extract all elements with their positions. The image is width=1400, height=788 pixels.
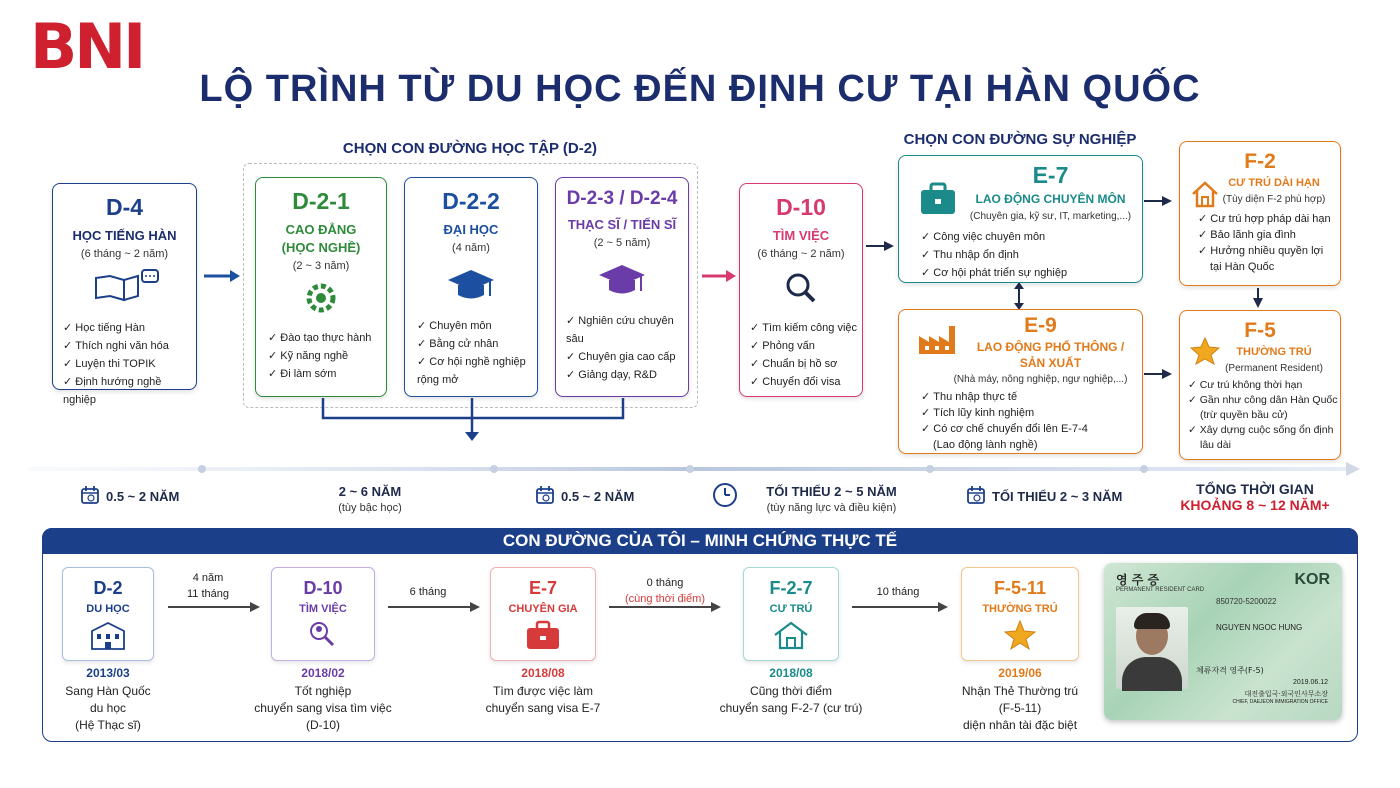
step-code: E-7: [528, 578, 557, 598]
d234-list: [566, 312, 688, 384]
list-item: ✓ Cơ hội nghề nghiệp rộng mở: [417, 353, 537, 389]
d4-name: HỌC TIẾNG HÀN: [72, 228, 177, 243]
calendar-icon: [80, 485, 100, 505]
house-icon: [1190, 180, 1220, 208]
list-item: ✓ Xây dựng cuộc sống ổn định: [1188, 423, 1340, 438]
d22-duration: (4 năm): [452, 242, 490, 255]
list-item: ✓ Có cơ chế chuyển đổi lên E-7-4: [921, 421, 1142, 437]
arrow-down-icon: [1250, 286, 1266, 310]
list-item: ✓ Chuyên môn: [417, 317, 537, 335]
arrow-right-icon: [850, 600, 950, 614]
step-date: 2018/08: [769, 666, 813, 680]
d22-card: [404, 177, 538, 397]
f5-subtitle: (Permanent Resident): [1225, 363, 1323, 375]
graduation-cap-icon: [405, 268, 537, 309]
d234-card: [555, 177, 689, 397]
d21-duration: (2 ~ 3 năm): [292, 260, 350, 273]
list-item: ✓ Cư trú không thời hạn: [1188, 378, 1340, 393]
gap-line: 0 tháng: [646, 577, 684, 589]
card-name: NGUYEN NGOC HUNG: [1216, 623, 1303, 632]
clock-icon: [711, 481, 739, 509]
list-item: ✓ Tích lũy kinh nghiệm: [921, 405, 1142, 421]
f2-name: CƯ TRÚ DÀI HẠN: [1228, 177, 1320, 189]
step-desc-line: diện nhân tài đặc biệt: [962, 718, 1078, 732]
list-item: ✓ Công việc chuyên môn: [921, 228, 1142, 246]
e9-name-line2: SẢN XUẤT: [1019, 355, 1082, 370]
list-item: ✓ Phỏng vấn: [750, 337, 862, 355]
step-code: D-10: [303, 578, 343, 598]
total-time: [1170, 481, 1340, 513]
timeline-bar: [28, 460, 1368, 480]
d21-name-line1: CAO ĐẲNG: [285, 222, 357, 237]
d21-card: [255, 177, 387, 397]
card-number: 850720-5200022: [1216, 597, 1277, 606]
total-time-value: KHOẢNG 8 ~ 12 NĂM+: [1180, 497, 1330, 513]
e9-name-line1: LAO ĐỘNG PHỔ THÔNG /: [976, 340, 1125, 354]
residence-card-photo: [1104, 563, 1342, 720]
step-code: D-2: [93, 578, 123, 598]
list-item: ✓ Kỹ năng nghề: [268, 347, 386, 365]
step-name: CHUYÊN GIA: [508, 603, 578, 615]
d10-list: [750, 319, 862, 391]
list-item: ✓ Chuyên gia cao cấp: [566, 348, 688, 366]
f5-code: F-5: [1244, 319, 1276, 342]
list-item: ✓ Luyện thi TOPIK: [63, 355, 196, 373]
calendar-icon: [966, 485, 986, 505]
d22-list: [417, 317, 537, 389]
d4-list: [63, 319, 196, 409]
step-desc-line: (Hệ Thạc sĩ): [75, 718, 141, 732]
portrait-body: [1122, 657, 1182, 691]
briefcase-icon: [523, 619, 563, 651]
card-portrait: [1116, 607, 1188, 689]
list-item: ✓ Thu nhập ổn định: [921, 246, 1142, 264]
e9-subtitle: (Nhà máy, nông nghiệp, ngư nghiệp,...): [953, 374, 1128, 386]
d10-duration: (6 tháng ~ 2 năm): [757, 248, 845, 261]
step-description: [940, 683, 1100, 734]
timeline-label-2-main: 2 ~ 6 NĂM: [338, 484, 402, 499]
card-issuer-en: CHIEF, DAEJEON IMMIGRATION OFFICE: [1232, 699, 1328, 705]
step-desc-line: du học: [89, 701, 127, 715]
card-status: 체류자격 영주(F-5): [1196, 666, 1264, 675]
gap-label: 10 tháng: [876, 586, 920, 598]
my-step-e7: [490, 567, 596, 661]
arrow-right-icon: [607, 600, 723, 614]
step-name: CƯ TRÚ: [769, 603, 813, 615]
timeline-label-4: [744, 484, 919, 514]
gap-line: 11 tháng: [186, 588, 229, 600]
list-item: (Lao động lành nghề): [933, 439, 1038, 452]
list-item: (trừ quyền bầu cử): [1200, 409, 1288, 422]
card-subtitle: PERMANENT RESIDENT CARD: [1116, 587, 1205, 593]
timeline-label-2-sub: (tùy bậc học): [338, 502, 402, 514]
d234-code: D-2-3 / D-2-4: [566, 188, 678, 209]
magnifier-icon: [740, 270, 862, 311]
timeline-label-3: 0.5 ~ 2 NĂM: [561, 489, 635, 504]
d4-card: [52, 183, 197, 407]
arrow-right-icon: [1142, 193, 1174, 209]
step-description: [48, 683, 168, 734]
e7-name: LAO ĐỘNG CHUYÊN MÔN: [975, 192, 1126, 206]
list-item: ✓ Đào tạo thực hành: [268, 329, 386, 347]
career-path-title: CHỌN CON ĐƯỜNG SỰ NGHIỆP: [903, 131, 1137, 148]
e7-subtitle: (Chuyên gia, kỹ sư, IT, marketing,...): [969, 210, 1132, 222]
book-chat-icon: [53, 268, 196, 309]
d21-name-line2: (HỌC NGHỀ): [281, 240, 361, 256]
list-item: ✓ Bằng cử nhân: [417, 335, 537, 353]
e9-name: [959, 340, 1142, 371]
arrow-right-icon: [166, 600, 262, 614]
gap-label: [168, 570, 248, 602]
list-item: ✓ Chuẩn bị hồ sơ: [750, 355, 862, 373]
step-date: 2018/08: [521, 666, 565, 680]
list-item: ✓ Chuyển đổi visa: [750, 373, 862, 391]
card-issuer: 대전출입국·외국인사무소장: [1244, 690, 1328, 698]
list-item: ✓ Gần như công dân Hàn Quốc: [1188, 393, 1340, 408]
bni-logo: BNI: [30, 10, 144, 83]
e9-list: [921, 389, 1142, 453]
f5-name: THƯỜNG TRÚ: [1236, 346, 1312, 358]
list-item: tại Hàn Quốc: [1210, 261, 1275, 274]
d234-duration: (2 ~ 5 năm): [593, 237, 651, 250]
list-item: ✓ Cơ hội phát triển sự nghiệp: [921, 264, 1142, 282]
timeline-label-2: [290, 484, 450, 514]
e7-card: [898, 155, 1143, 283]
step-desc-line: (F-5-11): [998, 701, 1042, 715]
f2-code: F-2: [1244, 150, 1276, 173]
step-desc-line: (D-10): [305, 718, 340, 732]
gap-label: 6 tháng: [409, 586, 447, 598]
step-description: [701, 683, 881, 717]
gap-line: 4 năm: [192, 572, 224, 584]
d22-code: D-2-2: [442, 188, 500, 214]
arrow-right-icon: [386, 600, 482, 614]
d22-name: ĐẠI HỌC: [443, 222, 499, 237]
list-item: ✓ Tìm kiếm công việc: [750, 319, 862, 337]
d10-name: TÌM VIỆC: [772, 228, 830, 243]
factory-icon: [917, 322, 959, 356]
study-path-title: CHỌN CON ĐƯỜNG HỌC TẬP (D-2): [342, 140, 598, 157]
graduation-cap-icon: [556, 263, 688, 304]
gap-line: (cùng thời điểm): [625, 593, 705, 605]
e9-card: [898, 309, 1143, 454]
star-icon: [1190, 337, 1220, 365]
list-item: ✓ Học tiếng Hàn: [63, 319, 196, 337]
d21-name: [256, 221, 386, 257]
step-name: DU HỌC: [86, 603, 130, 615]
list-item: ✓ Cư trú hợp pháp dài hạn: [1198, 211, 1340, 227]
step-code: F-2-7: [769, 578, 813, 598]
double-arrow-icon: [1011, 281, 1027, 311]
timeline-label-1: 0.5 ~ 2 NĂM: [106, 489, 180, 504]
d10-code: D-10: [776, 194, 826, 220]
timeline-label-4-main: TỐI THIỂU 2 ~ 5 NĂM: [766, 484, 897, 499]
arrow-right-icon: [1142, 366, 1174, 382]
list-item: ✓ Bảo lãnh gia đình: [1198, 227, 1340, 243]
f2-list: [1198, 211, 1340, 275]
building-icon: [88, 619, 128, 651]
f2-card: [1179, 141, 1341, 286]
step-desc-line: chuyển sang visa E-7: [485, 701, 601, 715]
card-title: 영 주 증: [1116, 573, 1160, 587]
d4-code: D-4: [105, 194, 144, 220]
list-item: ✓ Đi làm sớm: [268, 365, 386, 383]
arrow-right-icon: [202, 268, 242, 284]
timeline-label-4-sub: (tùy năng lực và điều kiện): [766, 502, 897, 514]
step-desc-line: Sang Hàn Quốc: [65, 684, 151, 698]
my-path-title: CON ĐƯỜNG CỦA TÔI – MINH CHỨNG THỰC TẾ: [42, 528, 1358, 554]
list-item: ✓ Giảng dạy, R&D: [566, 366, 688, 384]
e9-code: E-9: [1024, 314, 1057, 337]
d10-card: [739, 183, 863, 397]
list-item: lâu dài: [1200, 439, 1231, 452]
my-step-d2: [62, 567, 154, 661]
f2-subtitle: (Tùy diện F-2 phù hợp): [1222, 194, 1326, 206]
d234-name: THẠC SĨ / TIẾN SĨ: [567, 217, 677, 232]
study-merge-connector: [310, 396, 640, 446]
list-item: ✓ Thích nghi văn hóa: [63, 337, 196, 355]
e7-code: E-7: [1032, 162, 1069, 188]
f5-list: [1188, 378, 1340, 453]
list-item: ✓ Hưởng nhiều quyền lợi: [1198, 243, 1340, 259]
step-desc-line: chuyển sang visa tìm việc: [254, 701, 392, 715]
step-name: THƯỜNG TRÚ: [982, 603, 1058, 615]
list-item: ✓ Thu nhập thực tế: [921, 389, 1142, 405]
my-step-f511: [961, 567, 1079, 661]
arrow-right-icon: [700, 268, 738, 284]
card-date: 2019.06.12: [1292, 679, 1328, 686]
step-description: [243, 683, 403, 734]
list-item: ✓ Định hướng nghề nghiệp: [63, 373, 196, 409]
portrait-hair: [1134, 613, 1170, 629]
step-desc-line: chuyển sang F-2-7 (cư trú): [719, 701, 863, 715]
d4-duration: (6 tháng ~ 2 năm): [80, 248, 169, 261]
step-desc-line: Nhận Thẻ Thường trú: [961, 684, 1079, 698]
f5-card: [1179, 310, 1341, 460]
step-desc-line: Tìm được việc làm: [493, 684, 593, 698]
step-desc-line: Cũng thời điểm: [750, 684, 832, 698]
step-description: [463, 683, 623, 717]
arrow-right-icon: [864, 238, 896, 254]
house-icon: [771, 619, 811, 651]
page-title: LỘ TRÌNH TỪ DU HỌC ĐẾN ĐỊNH CƯ TẠI HÀN QUỐC: [199, 68, 1201, 110]
list-item: ✓ Nghiên cứu chuyên sâu: [566, 312, 688, 348]
d21-list: [268, 329, 386, 383]
e7-list: [921, 228, 1142, 282]
step-name: TÌM VIỆC: [299, 603, 347, 615]
step-date: 2019/06: [998, 666, 1042, 680]
person-search-icon: [303, 619, 343, 651]
timeline-label-5: TỐI THIỂU 2 ~ 3 NĂM: [992, 489, 1123, 504]
star-icon: [1000, 619, 1040, 651]
gear-tools-icon: [256, 280, 386, 321]
d21-code: D-2-1: [292, 188, 350, 214]
step-desc-line: Tốt nghiệp: [294, 684, 352, 698]
briefcase-icon: [919, 182, 957, 216]
total-time-label: TỔNG THỜI GIAN: [1196, 481, 1314, 497]
step-code: F-5-11: [993, 578, 1047, 598]
step-date: 2013/03: [86, 666, 130, 680]
card-country: KOR: [1294, 571, 1330, 588]
my-step-d10: [271, 567, 375, 661]
calendar-icon: [535, 485, 555, 505]
step-date: 2018/02: [301, 666, 345, 680]
my-step-f27: [743, 567, 839, 661]
